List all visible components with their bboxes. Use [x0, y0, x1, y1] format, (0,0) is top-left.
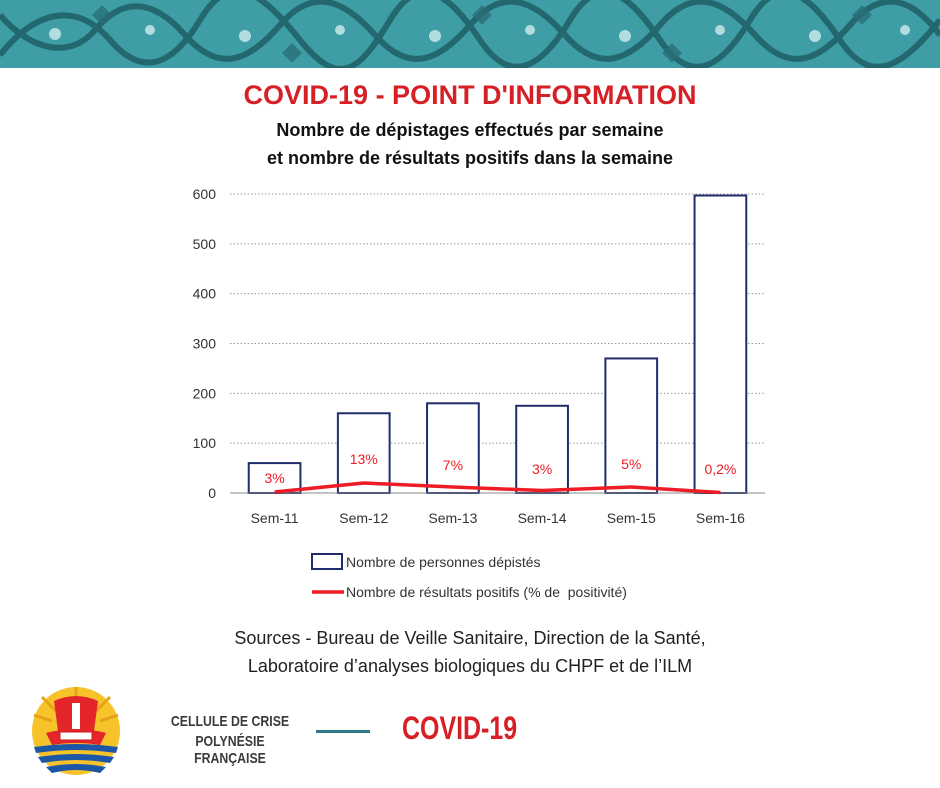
x-tick-label: Sem-12 — [339, 510, 389, 526]
legend-bar-swatch — [312, 554, 342, 569]
chart-legend — [312, 554, 627, 600]
page-title: COVID-19 - POINT D'INFORMATION — [243, 80, 697, 110]
chart-grid — [230, 194, 765, 443]
y-tick-label: 500 — [192, 235, 216, 252]
bar — [427, 403, 479, 493]
positivity-label: 0,2% — [704, 461, 737, 477]
x-tick-label: Sem-15 — [606, 510, 656, 526]
positivity-label: 3% — [264, 470, 285, 486]
sources-line2: Laboratoire d’analyses biologiques du CHPF et de l’ILM — [247, 656, 693, 676]
x-tick-label: Sem-14 — [517, 510, 567, 526]
y-tick-label: 400 — [192, 285, 216, 302]
positivity-label: 7% — [442, 457, 464, 473]
decorative-banner — [0, 0, 940, 68]
org-name-line2: POLYNÉSIE FRANÇAISE — [194, 733, 266, 767]
bar — [695, 195, 747, 493]
covid-tag: COVID-19 — [402, 710, 518, 746]
x-tick-label: Sem-13 — [428, 510, 478, 526]
y-axis-ticks — [193, 186, 217, 501]
legend-bar-label: Nombre de personnes dépistés — [346, 554, 541, 570]
positivity-label: 5% — [621, 456, 642, 472]
data-labels — [264, 451, 736, 486]
sources-line1: Sources - Bureau de Veille Sanitaire, Direction de la Santé, — [234, 628, 706, 648]
y-tick-label: 200 — [192, 385, 216, 402]
y-tick-label: 300 — [192, 335, 216, 352]
polynesia-coat-of-arms-icon — [28, 685, 124, 777]
bar — [516, 406, 568, 493]
x-axis-ticks — [251, 510, 746, 526]
org-name-line1: CELLULE DE CRISE — [170, 713, 290, 730]
footer-divider — [316, 730, 370, 733]
legend-line-label: Nombre de résultats positifs (% de positivité) — [346, 584, 627, 600]
bar — [605, 358, 657, 493]
screening-chart — [150, 178, 790, 618]
y-tick-label: 0 — [208, 485, 216, 501]
x-tick-label: Sem-11 — [250, 510, 299, 526]
y-tick-label: 100 — [192, 435, 216, 452]
chart-subtitle-line1: Nombre de dépistages effectués par semaine — [276, 120, 664, 140]
x-tick-label: Sem-16 — [695, 510, 745, 526]
positivity-label: 3% — [531, 461, 553, 477]
bar-series — [249, 195, 747, 493]
y-tick-label: 600 — [192, 186, 216, 202]
chart-subtitle-line2: et nombre de résultats positifs dans la semaine — [266, 148, 674, 168]
positivity-label: 13% — [349, 451, 378, 467]
